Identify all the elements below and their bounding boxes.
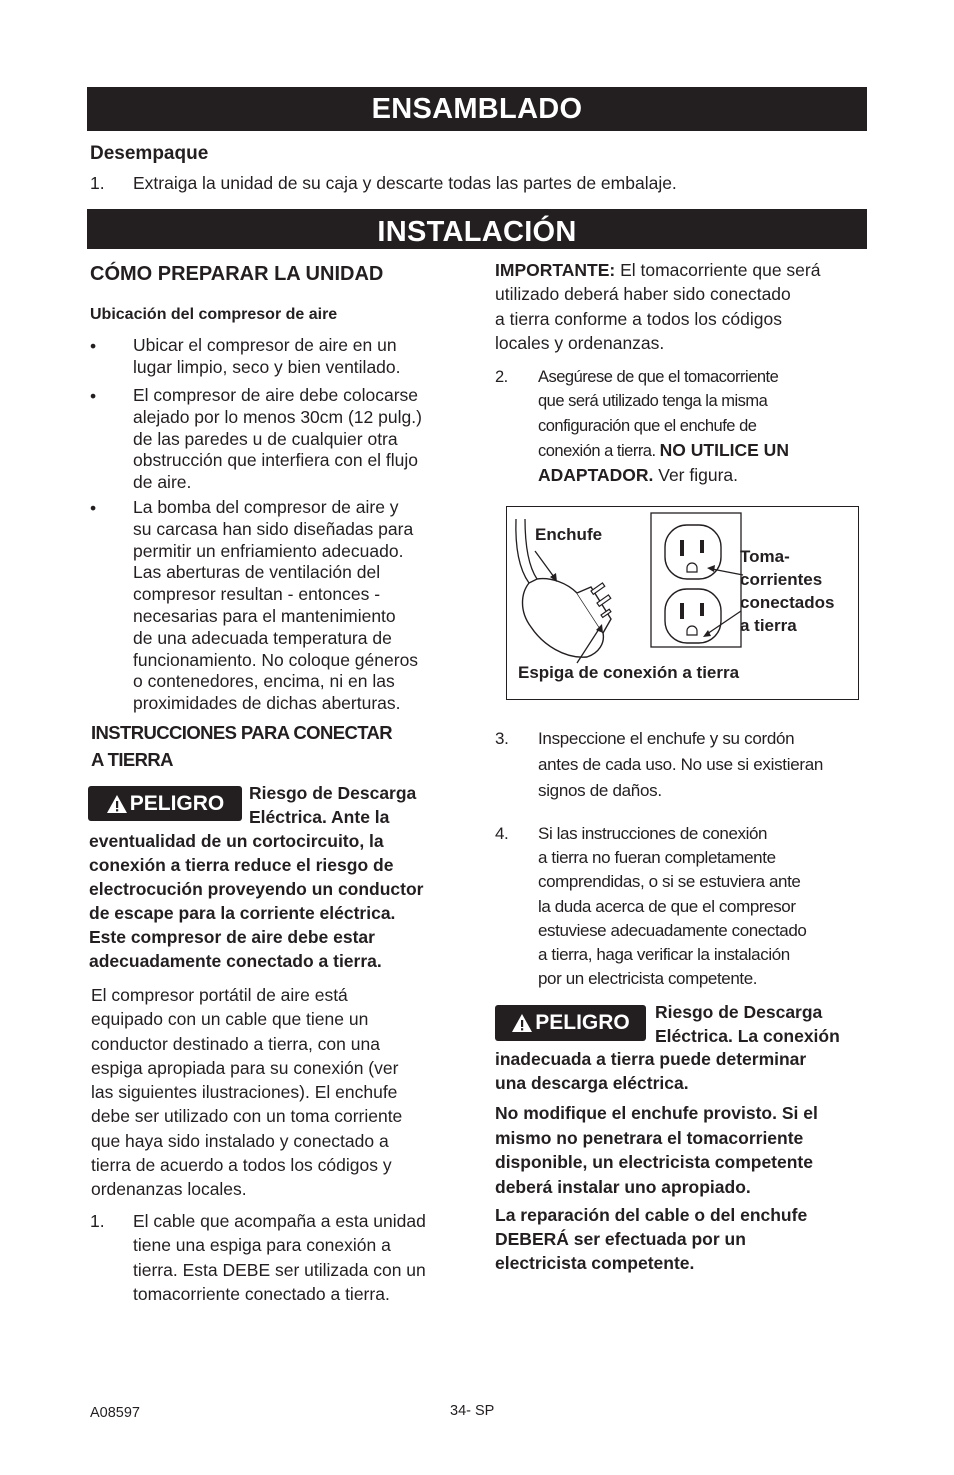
bullet-line: permitir un enfriamiento adecuado. bbox=[133, 540, 404, 561]
bullet-line: de una adecuada temperatura de bbox=[133, 627, 392, 648]
bullet-line: de aire. bbox=[133, 472, 192, 493]
desempaque-step-1 bbox=[90, 172, 870, 194]
paragraph-line: las siguientes ilustraciones). El enchufe bbox=[91, 1082, 398, 1103]
item-line: Inspeccione el enchufe y su cordón bbox=[538, 729, 795, 748]
item-line: antes de cada uso. No use si existieran bbox=[538, 755, 824, 774]
paragraph-line: El compresor portátil de aire está bbox=[91, 985, 348, 1005]
bullet-marker: • bbox=[90, 498, 97, 518]
danger-left-body bbox=[89, 829, 424, 973]
danger-left-line: conexión a tierra reduce el riesgo de bbox=[89, 855, 394, 875]
item-line: tomacorriente conectado a tierra. bbox=[133, 1283, 390, 1304]
item-line: tierra. Esta DEBE ser utilizada con un bbox=[133, 1259, 426, 1280]
danger-badge-left bbox=[88, 786, 242, 821]
item-line: tiene una espiga para conexión a bbox=[133, 1235, 391, 1256]
danger-right-body bbox=[495, 1047, 806, 1095]
bullet-line: necesarias para el mantenimiento bbox=[133, 605, 396, 626]
item2-line4: conexión a tierra. bbox=[538, 441, 660, 460]
instalacion-header: INSTALACIÓN bbox=[87, 209, 867, 249]
paragraph-line: No modifique el enchufe provisto. Si el bbox=[495, 1103, 818, 1123]
no-adapter-warning: NO UTILICE UN bbox=[659, 439, 789, 460]
ground-heading-line-2: A TIERRA bbox=[91, 749, 173, 770]
bullet-line: lugar limpio, seco y bien ventilado. bbox=[133, 356, 401, 377]
danger-right-line: una descarga eléctrica. bbox=[495, 1073, 689, 1093]
paragraph-line: disponible, un electricista competente bbox=[495, 1152, 813, 1172]
importante-label: IMPORTANTE: bbox=[495, 260, 616, 280]
bullet-text bbox=[133, 497, 418, 715]
warning-triangle-icon bbox=[106, 794, 128, 814]
danger-label: PELIGRO bbox=[129, 791, 225, 815]
outlet-label-line: corrientes bbox=[740, 570, 823, 589]
paragraph-line: electricista competente. bbox=[495, 1253, 695, 1273]
right-item-4 bbox=[495, 822, 865, 992]
danger-left-line: adecuadamente conectado a tierra. bbox=[89, 951, 382, 971]
danger-right-head-line: Eléctrica. La conexión bbox=[655, 1026, 840, 1046]
warning-triangle-icon bbox=[511, 1013, 533, 1033]
importante-line: utilizado deberá haber sido conectado bbox=[495, 284, 791, 305]
danger-left-line: eventualidad de un cortocircuito, la bbox=[89, 831, 384, 851]
paragraph-line: ordenanzas locales. bbox=[91, 1179, 247, 1200]
outlet-label-line: Toma- bbox=[740, 547, 790, 566]
item-text bbox=[538, 365, 789, 488]
document-code: A08597 bbox=[90, 1405, 140, 1421]
paragraph-line: equipado con un cable que tiene un bbox=[91, 1009, 369, 1030]
page-number: 34- SP bbox=[450, 1403, 495, 1419]
bullet-marker: • bbox=[90, 386, 97, 406]
item-number: 3. bbox=[495, 729, 509, 748]
item-line: Asegúrese de que el tomacorriente bbox=[538, 368, 779, 386]
outlet-label-line: conectados bbox=[740, 593, 835, 612]
item-number: 2. bbox=[495, 368, 508, 386]
bullet-text bbox=[133, 385, 422, 494]
bullet-line: Las aberturas de ventilación del bbox=[133, 562, 381, 583]
danger-badge-right bbox=[495, 1005, 646, 1041]
item-line: signos de daños. bbox=[538, 781, 662, 800]
ensamblado-header: ENSAMBLADO bbox=[87, 87, 867, 131]
danger-left-line: de escape para la corriente eléctrica. bbox=[89, 903, 396, 923]
item-line: a tierra, haga verificar la instalación bbox=[538, 945, 790, 965]
ground-item-1 bbox=[90, 1209, 470, 1309]
ground-pin-label: Espiga de conexión a tierra bbox=[518, 663, 740, 682]
bullet-line: compresor resultan - entonces - bbox=[133, 584, 381, 605]
danger-left-heading bbox=[249, 781, 416, 829]
paragraph-line: deberá instalar uno apropiado. bbox=[495, 1176, 751, 1197]
bullet-line: La bomba del compresor de aire y bbox=[133, 497, 399, 517]
outlet-label bbox=[740, 545, 834, 637]
bullet-line: Ubicar el compresor de aire en un bbox=[133, 335, 397, 355]
bullet-line: su carcasa han sido diseñadas para bbox=[133, 518, 414, 539]
outlet-label-line: a tierra bbox=[740, 616, 797, 635]
paragraph-line: DEBERÁ ser efectuada por un bbox=[495, 1229, 746, 1249]
bullet-marker: • bbox=[90, 336, 97, 356]
ground-heading-line-1: INSTRUCCIONES PARA CONECTAR bbox=[91, 722, 393, 743]
paragraph-line: espiga apropiada para su conexión (ver bbox=[91, 1057, 399, 1078]
adapter-word: ADAPTADOR. bbox=[538, 465, 654, 486]
item-line: estuviese adecuadamente conectado bbox=[538, 920, 807, 940]
item-number: 1. bbox=[90, 1211, 105, 1231]
step-text: Extraiga la unidad de su caja y descarte todas las partes de embalaje. bbox=[133, 173, 677, 193]
paragraph-line: que haya sido instalado y conectado a bbox=[91, 1130, 389, 1151]
right-item-3 bbox=[495, 726, 865, 806]
right-item-2 bbox=[495, 365, 865, 490]
no-modify-paragraph bbox=[495, 1101, 818, 1199]
item-line: El cable que acompaña a esta unidad bbox=[133, 1211, 426, 1231]
ground-instructions-heading bbox=[91, 719, 392, 773]
danger-left-line: Este compresor de aire debe estar bbox=[89, 927, 375, 947]
paragraph-line: tierra de acuerdo a todos los códigos y bbox=[91, 1155, 392, 1176]
importante-line: locales y ordenanzas. bbox=[495, 332, 665, 353]
importante-text: El tomacorriente que será bbox=[615, 260, 821, 280]
paragraph-line: La reparación del cable o del enchufe bbox=[495, 1205, 808, 1225]
danger-label: PELIGRO bbox=[535, 1011, 630, 1034]
paragraph-line: conductor destinado a tierra, con una bbox=[91, 1033, 380, 1054]
bullet-line: El compresor de aire debe colocarse bbox=[133, 385, 419, 405]
importante-line: a tierra conforme a todos los códigos bbox=[495, 308, 782, 329]
bullet-line: alejado por lo menos 30cm (12 pulg.) bbox=[133, 406, 422, 427]
repair-paragraph bbox=[495, 1203, 807, 1275]
bullet-text bbox=[133, 335, 401, 379]
item-line: comprendidas, o si se estuviera ante bbox=[538, 872, 801, 892]
bullet-line: obstrucción que interfiera con el flujo bbox=[133, 450, 419, 471]
plug-figure bbox=[506, 506, 859, 700]
desempaque-heading: Desempaque bbox=[90, 143, 209, 164]
item-number: 4. bbox=[495, 824, 509, 843]
bullet-line: o contenedores, encima, ni en las bbox=[133, 671, 395, 692]
item-text bbox=[538, 726, 823, 804]
bullet-line: funcionamiento. No coloque géneros bbox=[133, 649, 419, 670]
item-line: configuración que el enchufe de bbox=[538, 416, 757, 435]
item-line: la duda acerca de que el compresor bbox=[538, 896, 796, 916]
location-subheading: Ubicación del compresor de aire bbox=[90, 306, 338, 323]
bullet-line: de las paredes u de cualquier otra bbox=[133, 428, 398, 449]
danger-right-head-line: Riesgo de Descarga bbox=[655, 1002, 823, 1022]
danger-right-line: inadecuada a tierra puede determinar bbox=[495, 1049, 807, 1069]
step-number: 1. bbox=[90, 173, 105, 193]
item-line: por un electricista competente. bbox=[538, 969, 758, 989]
danger-right-heading bbox=[655, 1000, 840, 1048]
importante-note bbox=[495, 258, 820, 355]
plug-label: Enchufe bbox=[535, 525, 603, 544]
bullet-line: proximidades de dichas aberturas. bbox=[133, 693, 401, 714]
ground-paragraph bbox=[91, 983, 402, 1202]
danger-left-head-line: Riesgo de Descarga bbox=[249, 783, 417, 803]
danger-left-line: electrocución proveyendo un conductor bbox=[89, 879, 424, 899]
paragraph-line: debe ser utilizado con un toma corriente bbox=[91, 1106, 403, 1127]
item-line: a tierra no fueran completamente bbox=[538, 848, 776, 868]
item-text bbox=[538, 822, 806, 991]
item-line: que será utilizado tenga la misma bbox=[538, 392, 768, 411]
danger-left-head-line: Eléctrica. Ante la bbox=[249, 807, 390, 827]
item-text bbox=[133, 1209, 426, 1306]
see-figure: Ver figura. bbox=[653, 465, 739, 486]
item-line: Si las instrucciones de conexión bbox=[538, 824, 768, 843]
paragraph-line: mismo no penetrara el tomacorriente bbox=[495, 1127, 804, 1148]
prepare-unit-heading: CÓMO PREPARAR LA UNIDAD bbox=[90, 263, 384, 285]
